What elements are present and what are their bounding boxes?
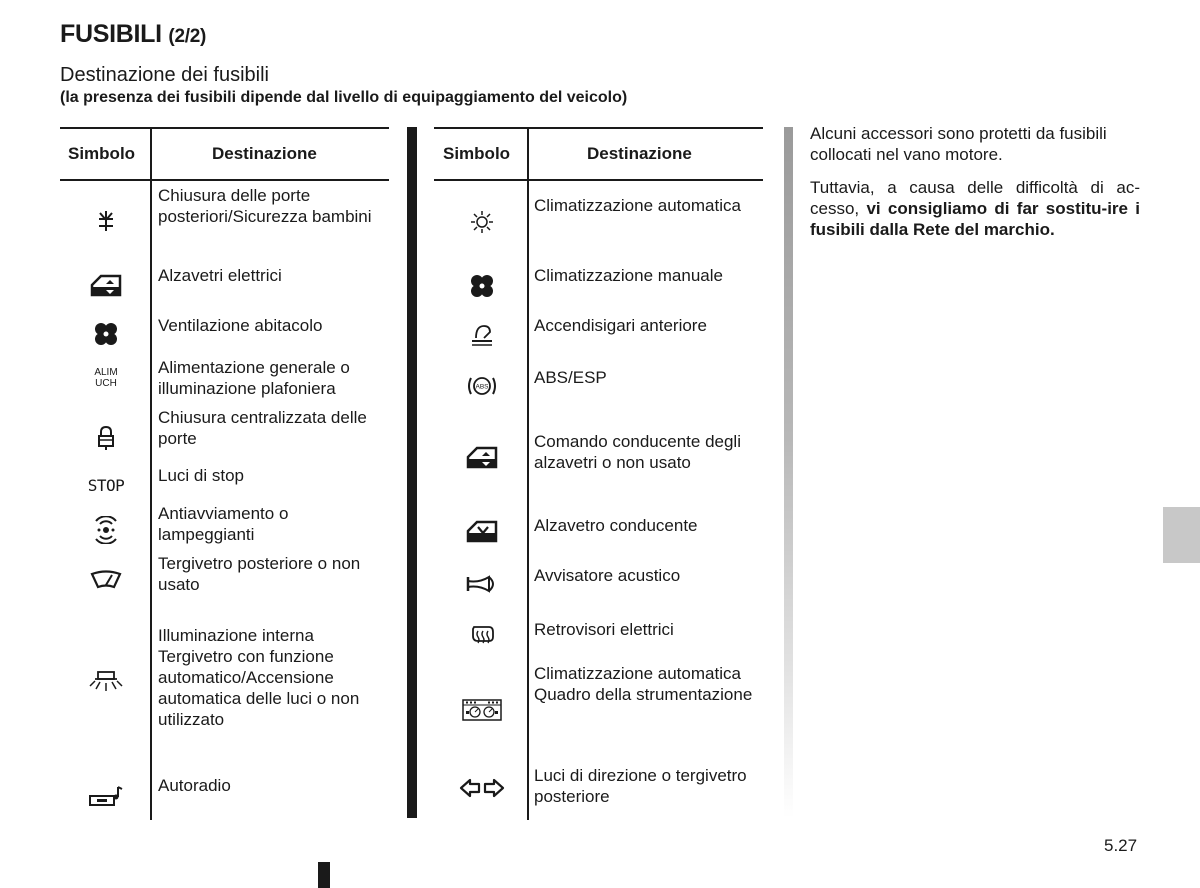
radio-icon	[80, 779, 132, 813]
side-note	[810, 123, 1140, 252]
side-paragraph-2-bold: vi consigliamo di far sostitu-ire i fusibili dalla Rete del marchio.	[810, 199, 1140, 239]
table-row	[434, 663, 763, 753]
alim-label: ALIM	[94, 367, 118, 378]
interior-light-icon	[80, 665, 132, 699]
row-destination: Chiusura centralizzata delle porte	[158, 408, 367, 448]
table-row	[60, 775, 389, 819]
row-destination: Autoradio	[158, 776, 231, 795]
rear-wiper-icon	[80, 563, 132, 597]
cigarette-lighter-icon	[456, 317, 508, 351]
uch-label: UCH	[95, 378, 117, 389]
stop-label: STOP	[87, 475, 125, 495]
stop-icon	[78, 473, 134, 497]
table-row	[434, 195, 763, 245]
section-subtitle: Destinazione dei fusibili	[60, 64, 270, 86]
table-row	[434, 367, 763, 407]
table-row	[434, 431, 763, 491]
col-dest-header: Destinazione	[212, 144, 317, 163]
instrument-panel-icon	[454, 693, 510, 727]
abs-label: ABS	[475, 383, 489, 391]
fuse-table-right	[434, 127, 763, 818]
row-destination: Luci di stop	[158, 466, 244, 485]
row-destination: Accendisigari anteriore	[534, 316, 707, 335]
chapter-tab	[1163, 507, 1200, 563]
row-destination: Chiusura delle porte posteriori/Sicurezza bambini	[158, 186, 372, 226]
central-locking-icon	[80, 421, 132, 455]
table-row	[434, 765, 763, 813]
row-destination: Alzavetri elettrici	[158, 266, 282, 285]
table-row	[60, 465, 389, 501]
row-destination: Tergivetro posteriore o non usato	[158, 554, 361, 594]
table-row	[434, 265, 763, 309]
table-row	[60, 625, 389, 735]
row-destination: Retrovisori elettrici	[534, 620, 674, 639]
row-destination: Climatizzazione automatica	[534, 196, 741, 215]
driver-window-icon	[456, 515, 508, 549]
title-text: FUSIBILI	[60, 20, 162, 48]
power-window-icon	[456, 441, 508, 475]
turn-signal-icon	[454, 771, 510, 805]
row-destination: Alzavetro conducente	[534, 516, 698, 535]
row-destination: Luci di direzione o tergivetro posteriore	[534, 766, 747, 806]
table-row	[60, 407, 389, 457]
table-row	[60, 265, 389, 311]
column-separator	[407, 127, 417, 818]
side-rule	[784, 127, 793, 818]
fuse-table-left	[60, 127, 389, 818]
side-paragraph-2-normal: Tuttavia, a causa delle difficoltà di ac-cesso,	[810, 178, 1140, 218]
row-destination: Alimentazione generale o illuminazione plafoniera	[158, 358, 350, 398]
row-destination: Climatizzazione automatica Quadro della strumentazione	[534, 664, 753, 704]
table-row	[60, 185, 389, 255]
col-dest-header: Destinazione	[587, 144, 692, 163]
child-lock-icon	[80, 205, 132, 237]
crop-mark	[318, 862, 330, 888]
col-symbol-header: Simbolo	[443, 144, 511, 163]
table-row	[60, 357, 389, 407]
fan-icon	[456, 269, 508, 303]
side-paragraph-1: Alcuni accessori sono protetti da fusibili collocati nel vano motore.	[810, 124, 1107, 164]
row-destination: Ventilazione abitacolo	[158, 316, 323, 335]
table-header	[434, 129, 763, 181]
table-header	[60, 129, 389, 181]
table-row	[434, 315, 763, 359]
table-row	[60, 503, 389, 551]
page-number: 5.27	[1104, 836, 1138, 855]
auto-climate-icon	[456, 205, 508, 239]
row-destination: Climatizzazione manuale	[534, 266, 723, 285]
heated-mirror-icon	[456, 619, 508, 653]
table-row	[434, 565, 763, 609]
row-destination: Illuminazione interna Tergivetro con funzione automatico/Accensione automatica delle luci o non utilizzato	[158, 626, 360, 729]
row-destination: Antiavviamento o lampeggianti	[158, 504, 289, 544]
table-row	[434, 515, 763, 555]
title-suffix: (2/2)	[168, 26, 206, 47]
equipment-note: (la presenza dei fusibili dipende dal livello di equipaggiamento del veicolo)	[60, 89, 628, 106]
row-destination: Comando conducente degli alzavetri o non usato	[534, 432, 741, 472]
col-symbol-header: Simbolo	[68, 144, 136, 163]
alim-uch-icon	[80, 363, 132, 393]
row-destination: ABS/ESP	[534, 368, 607, 387]
row-destination: Avvisatore acustico	[534, 566, 681, 585]
immobilizer-icon	[80, 513, 132, 547]
table-row	[60, 553, 389, 603]
abs-icon	[456, 369, 508, 403]
power-window-icon	[80, 269, 132, 303]
fan-icon	[80, 317, 132, 351]
horn-icon	[456, 567, 508, 601]
table-row	[60, 315, 389, 359]
table-row	[434, 619, 763, 663]
side-paragraph-2	[810, 177, 1140, 240]
page-title	[60, 20, 206, 49]
